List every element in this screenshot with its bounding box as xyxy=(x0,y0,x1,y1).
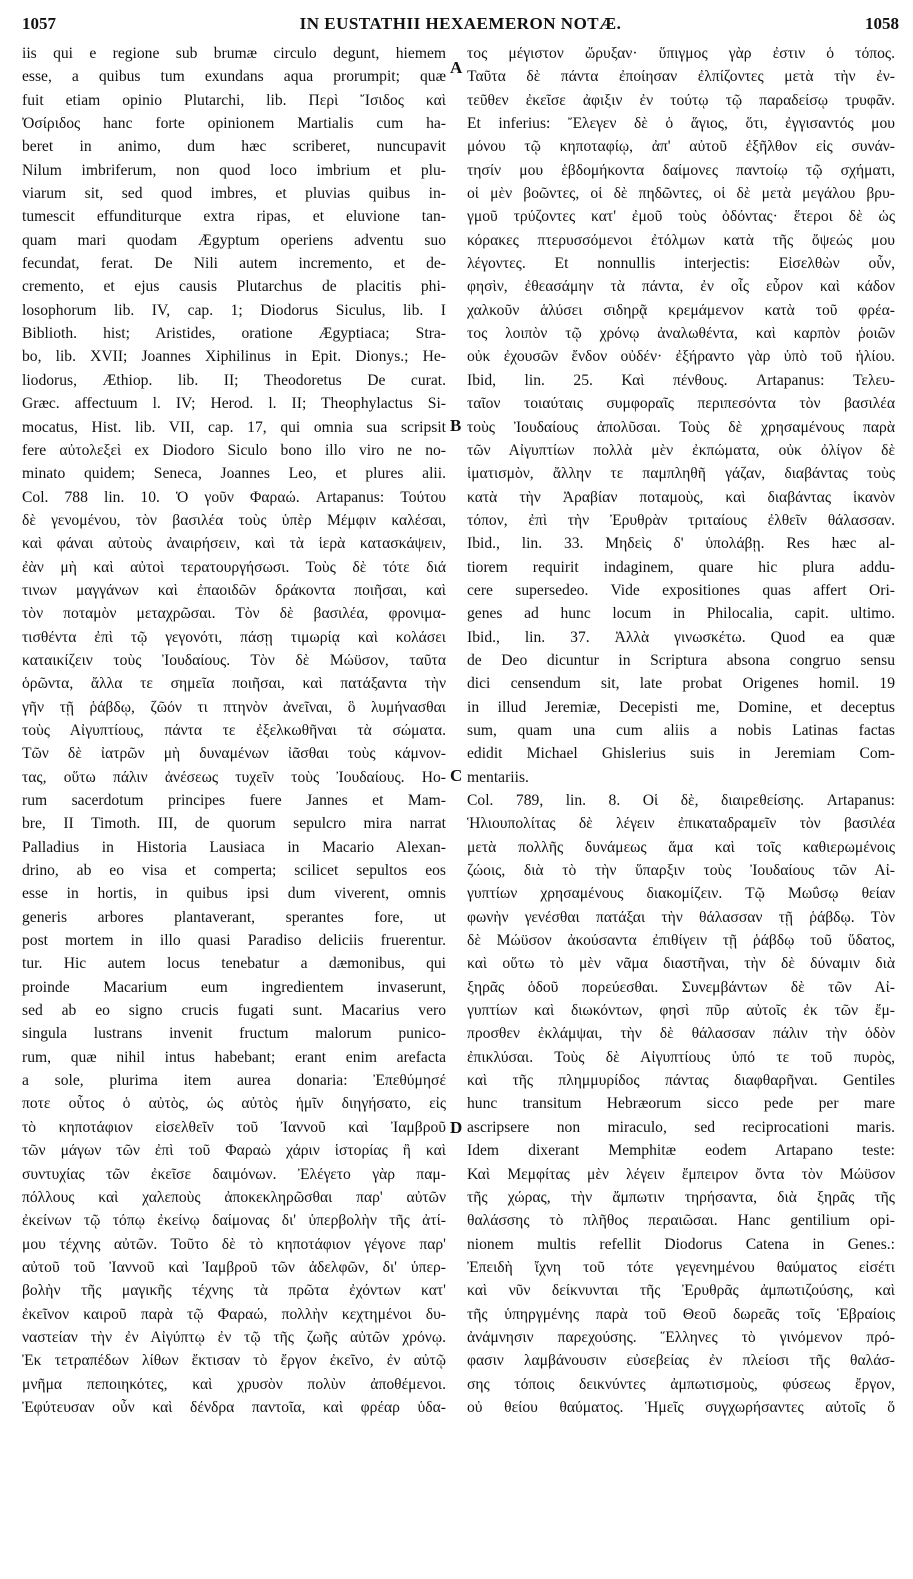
text-line: proinde Macarium eum ingredientem invaserunt, xyxy=(22,978,446,996)
text-line: μνῆμα πεποιηκότες, καὶ χρυσὸν πολὺν ἀποθέμενοι. xyxy=(22,1375,446,1393)
text-line: τος μέγιστον ὤρυξαν· ὕπιγμος γὰρ ἐστιν ὁ τόπος. xyxy=(467,45,895,62)
text-line: καὶ νῦν δείκνυνται τῆς Ἐρυθρᾶς ἀμπωτιζούσης, καὶ xyxy=(467,1282,895,1300)
text-line: Col. 788 lin. 10. Ὁ γοῦν Φαραώ. Artapanus: Τούτου xyxy=(22,488,446,506)
text-line: ἱματισμὸν, ἄλλην τε παμπληθῆ γάζαν, διαβάντας τοὺς xyxy=(467,465,895,483)
section-marker-a: A xyxy=(450,58,463,77)
text-line: losophorum lib. IV, cap. 1; Diodorus Siculus, lib. I xyxy=(22,301,446,319)
text-line: ἐκείνων τῷ τόπῳ ἐκείνῳ δαίμονας δι' ὑπερβολὴν τῆς ἀτί- xyxy=(22,1212,446,1230)
text-line: ναστείαν τὴν ἐν Αἰγύπτῳ ἐν τῷ τῆς ζωῆς αὐτῶν χρόνῳ. xyxy=(22,1328,446,1346)
text-line: γυπτίων καὶ διωκόντων, φησὶ πῦρ αὐτοῖς ἐκ τῶν ἔμ- xyxy=(467,1002,895,1020)
text-line: genes ad hunc locum in Philocalia, capit. ultimo. xyxy=(467,605,895,623)
text-line: ἐκεῖνον καιροῦ παρὰ τῷ Φαραώ, πολλὴν κεχτημένοι δυ- xyxy=(22,1305,446,1323)
text-line: κόρακες πτερυσσόμενοι ἐτόλμων κατὰ τῆς ὄψεώς μου xyxy=(467,231,895,249)
text-line: λέγοντες. Et nonnullis interjectis: Εἰσελθὼν οὖν, xyxy=(467,255,895,273)
text-line: ἐὰν μὴ καὶ αὐτοὶ τερατουργήσωσι. Τοὺς δὲ τότε διά xyxy=(22,558,446,576)
text-line: generis arbores plantaverant, sperantes fore, ut xyxy=(22,908,446,926)
text-line: cremento, et ejus causis Plutarchus de placitis phi- xyxy=(22,278,446,296)
text-line: τὸν ποταμὸν μεταχρῶσαι. Τὸν δὲ βασιλέα, φρονιμα- xyxy=(22,605,446,623)
text-line: φασιν λαμβάνουσιν εὐσεβείας ἐν πλείοσι τῆς θαλάσ- xyxy=(467,1352,895,1370)
text-line: Et inferius: Ἔλεγεν δὲ ὁ ἅγιος, ὅτι, ἐγγισαντός μου xyxy=(467,115,895,133)
text-line: Ἐπειδὴ ἴχνη τοῦ τότε γεγενημένου θαύματος εἰσέτι xyxy=(467,1258,895,1276)
text-line: τεῦθεν ἐκεῖσε ἀφιξιν ἐν τούτῳ τῷ παραδείσῳ τρυφᾶν. xyxy=(467,91,895,109)
text-line: οὐ θείου θαύματος. Ἡμεῖς συγχωρήσαντες αὐτοῖς ὅ xyxy=(467,1398,895,1416)
text-line: tumescit effunditurque extra ripas, et eluvione tan- xyxy=(22,208,446,226)
text-line: sum, quam una cum aliis a nobis Latinas factas xyxy=(467,721,895,739)
text-line: Ibid., lin. 37. Ἀλλὰ γινωσκέτω. Quod ea quæ xyxy=(467,628,895,646)
left-column xyxy=(22,42,446,1419)
text-line: οἱ μὲν βοῶντες, οἱ δὲ πηδῶντες, οἱ δὲ μετὰ μεγάλου βρυ- xyxy=(467,185,895,203)
text-line: Ἐφύτευσαν οὖν καὶ δένδρα παντοῖα, καὶ φρέαρ ὑδα- xyxy=(22,1398,446,1416)
text-line: προσθεν ἐκλάμψαι, τὴν δὲ θάλασσαν πάλιν τὴν ὁδὸν xyxy=(467,1025,895,1043)
text-line: post mortem in illo quasi Paradiso deliciis fruerentur. xyxy=(22,932,446,950)
text-line: γυπτίων χρησαμένους διακομίζειν. Τῷ Μωΰσῳ θείαν xyxy=(467,885,895,903)
text-line: αὐτοῦ τοῦ Ἰαννοῦ καὶ Ἰαμβροῦ τῶν ἀδελφῶν, δι' ὑπερ- xyxy=(22,1258,446,1276)
text-line: bre, II Timoth. III, de quorum sepulcro mira narrat xyxy=(22,815,446,833)
text-line: iis qui e regione sub brumæ circulo degunt, hiemem xyxy=(22,45,446,62)
text-line: Τῶν δὲ ἰατρῶν μὴ δυναμένων ἰᾶσθαι τοὺς κάμνον- xyxy=(22,745,446,763)
text-line: γμοῦ τρύζοντες κατ' ἐμοῦ τοὺς ὀδόντας· ἕτεροι δὲ ὡς xyxy=(467,208,895,226)
running-title: IN EUSTATHII HEXAEMERON NOTÆ. xyxy=(299,14,622,33)
text-line: in illud Jeremiæ, Decepisti me, Domine, et deceptus xyxy=(467,698,895,716)
text-line: Nilum imbriferum, non quod loco imbrium et plu- xyxy=(22,161,446,179)
text-line: τος λοιπὸν τῷ χρόνῳ ἀναλωθέντα, καὶ καρπὸν ῥοιῶν xyxy=(467,325,895,343)
text-line: ἐπικλύσαι. Τοὺς δὲ Αἰγυπτίους ὑπό τε τοῦ πυρὸς, xyxy=(467,1048,895,1066)
text-line: singula lustrans invenit fructum malorum punico- xyxy=(22,1025,446,1043)
text-line: χαλκοῦν ἁλύσει σιδηρᾷ κρεμάμενον κατὰ τοῦ φρέα- xyxy=(467,301,895,319)
text-line: esse, a quibus tum exundans aqua prorumpit; quæ xyxy=(22,68,446,86)
text-line: fere αὐτολεξεὶ ex Diodoro Siculo bono illo viro ne no- xyxy=(22,441,446,459)
text-line: τῶν μάγων τῶν ἐπὶ τοῦ Φαραὼ χάριν ἱστορίας ἢ καὶ xyxy=(22,1142,446,1160)
text-line: πόλλους καὶ χαλεποὺς ἀποκεκληρῶσθαι παρ' αὐτῶν xyxy=(22,1188,446,1206)
text-line: edidit Michael Ghislerius suis in Jeremiam Com- xyxy=(467,745,895,763)
text-line: τοὺς Αἰγυπτίους, πάντα τε ἐξελκωθῆναι τὰ σώματα. xyxy=(22,721,446,739)
text-line: ζώοις, διὰ τὸ τὴν ὕπαρξιν τοὺς Ἰουδαίους τῶν Αἰ- xyxy=(467,862,895,880)
text-line: Col. 789, lin. 8. Οἱ δὲ, διαιρεθείσης. Artapanus: xyxy=(467,792,895,809)
text-line: τοὺς Ἰουδαίους ἀπολῦσαι. Τοὺς δὲ χρησαμένους παρὰ xyxy=(467,418,895,436)
text-line: Ἡλιουπολίτας δὲ λέγειν ἐπικαταδραμεῖν τὸν βασιλέα xyxy=(467,815,895,833)
text-line: minato quidem; Seneca, Joannes Leo, et plures alii. xyxy=(22,465,446,483)
text-line: fecundat, ferat. De Nili autem incremento, et de- xyxy=(22,255,446,273)
text-line: Biblioth. hist; Aristides, oratione Ægyptiaca; Stra- xyxy=(22,325,446,343)
text-line: ξηρᾶς ὁδοῦ πορεύεσθαι. Συνεμβάντων δὲ τῶν Αἰ- xyxy=(467,978,895,996)
text-line: ascripsere non miraculo, sed reciprocationi maris. xyxy=(467,1118,895,1136)
text-line: nionem multis refellit Diodorus Catena in Genes.: xyxy=(467,1235,895,1253)
text-line: βολὴν τῆς μαγικῆς τέχνης τὰ πρῶτα ἐχόντων κατ' xyxy=(22,1282,446,1300)
page-number-left: 1057 xyxy=(22,14,56,33)
text-line: fuit etiam opinio Plutarchi, lib. Περὶ Ἴσιδος καὶ xyxy=(22,91,446,109)
text-line: τας, οὕτω πάλιν ἀνέσεως τυχεῖν τοὺς Ἰουδαίους. Ho- xyxy=(22,768,446,786)
text-line: καταικίζειν τοὺς Ἰουδαίους. Τὸν δὲ Μώϋσον, ταῦτα xyxy=(22,651,446,669)
text-line: τινων μαγγάνων καὶ ἐπαοιδῶν δράκοντα ποιῆσαι, καὶ xyxy=(22,581,446,599)
section-marker-b: B xyxy=(450,416,462,435)
page-number-right: 1058 xyxy=(865,14,899,33)
text-line: Ταῦτα δὲ πάντα ἐποίησαν ἐλπίζοντες μετὰ τὴν ἐν- xyxy=(467,68,895,86)
text-line: καὶ οὕτω τὸ μὲν νᾶμα διαστῆναι, τὴν δὲ δύναμιν διὰ xyxy=(467,955,895,973)
text-line: mentariis. xyxy=(467,768,529,786)
text-line: Palladius in Historia Lausiaca in Macario Alexan- xyxy=(22,838,446,856)
text-line: quam mari quodam Ægyptum operiens adventu suo xyxy=(22,231,446,249)
text-line: τισθέντα ἐπὶ τῷ γεγονότι, πάσῃ τιμωρίᾳ καὶ κολάσει xyxy=(22,628,446,646)
text-line: γῆν τῇ ῥάβδῳ, ζῶόν τι πτηνὸν ἀνεῖναι, ὃ λυμήνασθαι xyxy=(22,698,446,716)
text-line: τησίν μου ἑβδομήκοντα δαίμονες παντοίῳ τῷ σχήματι, xyxy=(467,161,895,179)
text-line: θαλάσσης τὸ πλῆθος περαιῶσαι. Hanc gentilium opi- xyxy=(467,1212,895,1230)
text-line: οὐκ ἐχουσῶν ἔνδον οὐδέν· ἐξήραντο γὰρ ὑπὸ τοῦ ἡλίου. xyxy=(467,348,895,366)
section-marker-d: D xyxy=(450,1118,463,1137)
text-line: esse in hortis, in quibus ipsi dum viverent, omnis xyxy=(22,885,446,903)
text-line: Ibid., lin. 33. Μηδεὶς δ' ὑπολάβῃ. Res hæc al- xyxy=(467,535,895,553)
text-line: a sole, plurima item aurea donaria: Ἐπεθύμησέ xyxy=(22,1072,446,1090)
text-line: φησὶν, ἐθεασάμην τὰ πάντα, ἐν οἷς εὗρον καὶ κάδον xyxy=(467,278,895,296)
text-line: ταῖον τοιαύταις συμφοραῖς περιπεσόντα τὸν βασιλέα xyxy=(467,395,895,413)
text-line: rum sacerdotum principes fuere Jannes et Mam- xyxy=(22,792,446,809)
text-line: συντυχίας τῶν ἐκεῖσε δαιμόνων. Ἐλέγετο γὰρ παμ- xyxy=(22,1165,446,1183)
text-line: mocatus, Hist. lib. VII, cap. 17, qui omnia sua scripsit xyxy=(22,418,446,436)
text-line: drino, ab eo visa et comperta; scilicet sepultos eos xyxy=(22,862,446,880)
text-line: κατὰ τὴν Ἀραβίαν ποταμοὺς, καὶ διαβάντας ἱκανὸν xyxy=(467,488,895,506)
text-line: τῆς ὑπηργμένης παρὰ τοῦ Θεοῦ δωρεᾶς τοῖς Ἑβραίοις xyxy=(467,1305,895,1323)
text-line: τῶν Αἰγυπτίων πολλὰ μὲν ἐκπώματα, οὐκ ὀλίγον δὲ xyxy=(467,441,895,459)
text-line: de Deo dicuntur in Scriptura absona congruo sensu xyxy=(467,651,895,669)
text-line: Idem dixerant Memphitæ eodem Artapano teste: xyxy=(467,1142,895,1160)
text-line: μετὰ πολλῆς δυνάμεως ἅμα καὶ τοῖς καθιερωμένοις xyxy=(467,838,895,856)
text-line: μου τέχνης αὐτῶν. Τοῦτο δὲ τὸ κηποτάφιον γέγονε παρ' xyxy=(22,1235,446,1253)
text-line: μόνου τῷ κηποταφίῳ, ἀπ' αὐτοῦ ἐξῆλθον εἰς συνάν- xyxy=(467,138,895,156)
text-line: Ὀσίριδος hanc forte opinionem Martialis cum ha- xyxy=(22,115,446,133)
text-line: Ibid, lin. 25. Καὶ πένθους. Artapanus: Τελευ- xyxy=(467,371,895,389)
text-line: δὲ γενομένου, τὸν βασιλέα τοὺς ὑπὲρ Μέμφιν καλέσαι, xyxy=(22,511,446,529)
text-line: Ἐκ τετραπέδων λίθων ἔκτισαν τὸ ἔργον ἐκεῖνο, ἐν αὐτῷ xyxy=(22,1352,446,1370)
text-line: tiorem requirit indaginem, quare hic plura addu- xyxy=(467,558,895,576)
text-line: ποτε οὗτος ὁ αὐτὸς, ὡς αὐτὸς ἡμῖν διηγήσατο, εἰς xyxy=(22,1095,446,1113)
text-line: δὲ Μώϋσον ἀκούσαντα ἐπιθίγειν τῇ ῥάβδῳ τοῦ ὕδατος, xyxy=(467,932,895,950)
right-column xyxy=(467,42,895,1419)
text-line: φωνὴν γενέσθαι πατάξαι τὴν θάλασσαν τῇ ῥάβδῳ. Τὸν xyxy=(467,908,895,926)
text-line: σης τόποις δεικνύντες ἀμπωτισμοὺς, φύσεως ἔργον, xyxy=(467,1375,895,1393)
text-line: cere supersedeo. Vide expositiones quas affert Ori- xyxy=(467,581,895,599)
text-line: liodorus, Æthiop. lib. II; Theodoretus De curat. xyxy=(22,371,446,389)
text-line: bo, lib. XVII; Joannes Xiphilinus in Epit. Dionys.; He- xyxy=(22,348,446,366)
text-line: ἀνάμνησιν παρεχούσης. Ἕλληνες τὸ γινόμενον πρό- xyxy=(467,1328,895,1346)
text-line: tur. Hic autem locus tenebatur a dæmonibus, qui xyxy=(22,955,446,973)
text-line: beret in animo, dum hæc scriberet, nuncupavit xyxy=(22,138,446,156)
section-marker-c: C xyxy=(450,766,463,785)
running-header xyxy=(22,14,899,40)
text-line: καὶ τῆς πλημμυρίδος πάντας διαφθαρῆναι. Gentiles xyxy=(467,1072,895,1090)
text-line: Græc. affectuum l. IV; Herod. l. II; Theophylactus Si- xyxy=(22,395,446,413)
text-line: καὶ φάναι αὐτοὺς ἀναιρήσειν, καὶ τὰ ἱερὰ κατασκάψειν, xyxy=(22,535,446,553)
text-line: sed ab eo signo crucis fugati sunt. Macarius vero xyxy=(22,1002,446,1020)
text-line: Καὶ Μεμφίτας μὲν λέγειν ἔμπειρον ὄντα τὸν Μώϋσον xyxy=(467,1165,895,1183)
text-line: τὸ κηποτάφιον εἰσελθεῖν τοῦ Ἰαννοῦ καὶ Ἰαμβροῦ xyxy=(22,1118,446,1136)
text-line: viarum sit, sed quod imbres, et pluvias quibus in- xyxy=(22,185,446,203)
text-line: hunc transitum Hebræorum sicco pede per mare xyxy=(467,1095,895,1113)
text-line: τόπον, ἐπὶ τὴν Ἐρυθρὰν τριταίους ἐλθεῖν θάλασσαν. xyxy=(467,511,895,529)
text-line: dici censendum sit, late probat Origenes homil. 19 xyxy=(467,675,895,693)
text-line: rum, quæ nihil intus habebant; erant enim arefacta xyxy=(22,1048,446,1066)
text-line: τῆς χώρας, τὴν ἄμπωτιν τηρήσαντα, διὰ ξηρᾶς τῆς xyxy=(467,1188,895,1206)
text-line: ὁρῶντα, ἄλλα τε σημεῖα ποιῆσαι, καὶ πατάξαντα τὴν xyxy=(22,675,446,693)
